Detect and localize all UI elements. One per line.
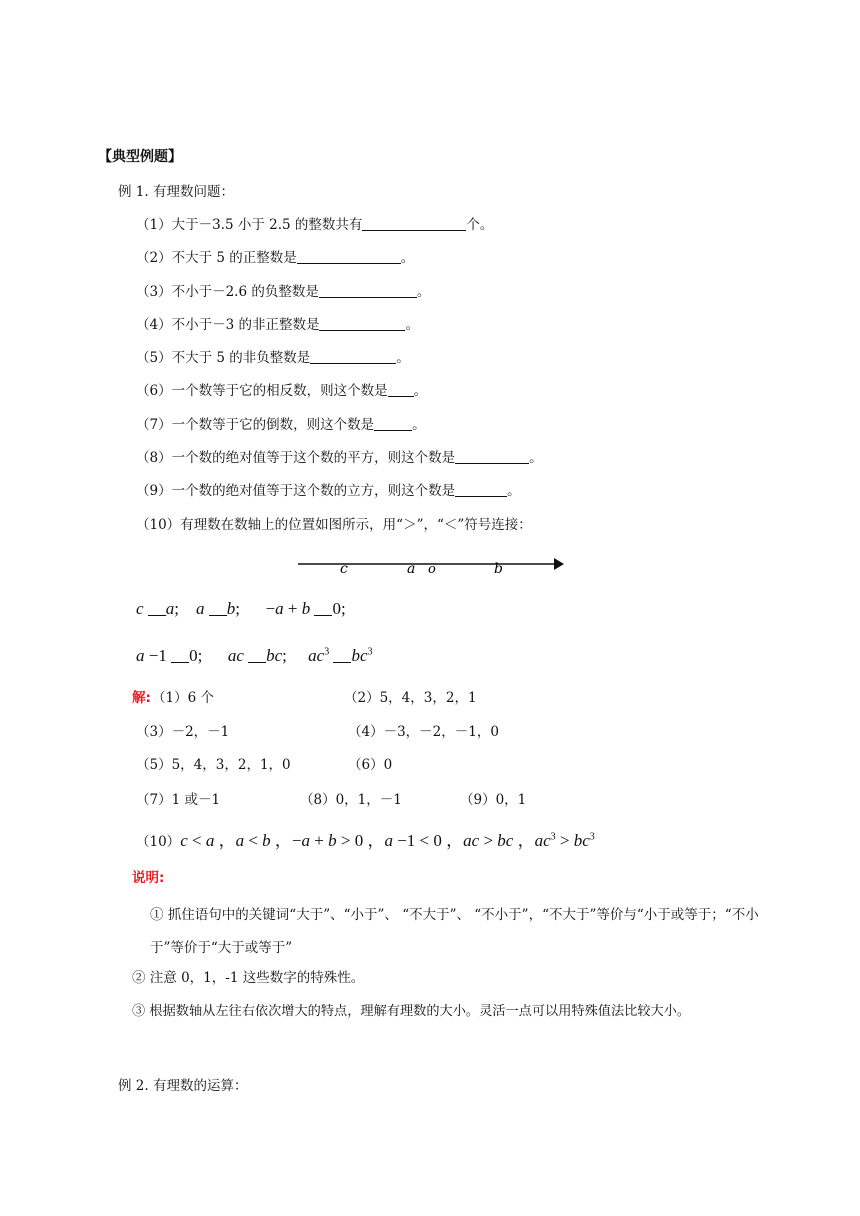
number-line-arrow bbox=[554, 558, 564, 570]
answer-1: （1）6 个 bbox=[152, 690, 214, 706]
question-3 bbox=[136, 280, 430, 300]
answer-6: （6）0 bbox=[348, 757, 393, 773]
example2-title: 例 2. 有理数的运算： bbox=[118, 1078, 248, 1094]
question-6 bbox=[136, 379, 427, 399]
number-line-label-b: b bbox=[494, 561, 503, 577]
answer-10 bbox=[136, 826, 595, 851]
answer-blank-1 bbox=[362, 216, 466, 231]
comparison-row-1: c a; a b; −a + b 0; bbox=[136, 599, 346, 618]
question-1-text: （1）大于－3.5 小于 2.5 的整数共有 bbox=[136, 217, 363, 233]
answer-blank-8 bbox=[455, 449, 529, 464]
answer-blank-4 bbox=[319, 316, 405, 331]
answer-2: （2）5，4，3，2，1 bbox=[344, 690, 477, 706]
question-3-text: （3）不小于－2.6 的负整数是 bbox=[136, 284, 319, 300]
answer-10-prefix: （10） bbox=[136, 834, 181, 850]
answer-9: （9）0，1 bbox=[460, 792, 527, 808]
question-9 bbox=[136, 479, 521, 499]
number-line-label-a: a bbox=[407, 561, 416, 577]
question-6-text: （6）一个数等于它的相反数，则这个数是 bbox=[136, 383, 388, 399]
question-4-text: （4）不小于－3 的非正整数是 bbox=[136, 317, 320, 333]
answer-4: （4）－3，－2，－1，0 bbox=[348, 724, 499, 740]
question-7 bbox=[136, 413, 426, 433]
answer-8: （8）0，1，－1 bbox=[300, 792, 402, 808]
note-1 bbox=[114, 899, 792, 965]
answer-blank-2 bbox=[297, 249, 401, 264]
question-2-text: （2）不大于 5 的正整数是 bbox=[136, 250, 297, 266]
note-label: 说明: bbox=[132, 870, 165, 886]
question-2 bbox=[136, 246, 414, 266]
question-3-suffix: 。 bbox=[416, 284, 431, 300]
answer-blank-7 bbox=[374, 416, 412, 431]
question-5-text: （5）不大于 5 的非负整数是 bbox=[136, 350, 311, 366]
number-line-label-o: o bbox=[428, 562, 436, 577]
answer-5: （5）5，4，3，2，1，0 bbox=[136, 757, 291, 773]
question-4 bbox=[136, 313, 419, 333]
answer-7: （7）1 或－1 bbox=[136, 792, 221, 808]
answer-3: （3）－2，－1 bbox=[136, 724, 230, 740]
example1-title: 例 1. 有理数问题： bbox=[118, 184, 234, 200]
answer-blank-5 bbox=[310, 349, 396, 364]
note-3: ③ 根据数轴从左往右依次增大的特点，理解有理数的大小。灵活一点可以用特殊值法比较大小。 bbox=[132, 1004, 691, 1019]
question-6-suffix: 。 bbox=[413, 383, 428, 399]
question-1-suffix: 个。 bbox=[466, 217, 494, 233]
note-2: ② 注意 0，1，-1 这些数字的特殊性。 bbox=[132, 970, 365, 986]
note-1-text: ① 抓住语句中的关键词“大于”、“小于”、 “不大于”、 “不小于”，“不大于”等价与“小于或等于；“不小于”等价于“大于或等于” bbox=[150, 907, 759, 956]
question-1 bbox=[136, 213, 493, 233]
question-8 bbox=[136, 446, 543, 466]
question-2-suffix: 。 bbox=[400, 250, 415, 266]
question-8-text: （8）一个数的绝对值等于这个数的平方，则这个数是 bbox=[136, 450, 456, 466]
answer-blank-3 bbox=[319, 283, 417, 298]
number-line-figure bbox=[292, 552, 568, 580]
comparison-row-2: a −1 0; ac bc; $ac^3$ $bc^3$ bbox=[136, 646, 373, 665]
number-line-label-c: c bbox=[340, 561, 348, 577]
answer-blank-9 bbox=[455, 482, 507, 497]
question-5-suffix: 。 bbox=[396, 350, 410, 366]
question-7-text: （7）一个数等于它的倒数，则这个数是 bbox=[136, 417, 375, 433]
question-4-suffix: 。 bbox=[405, 317, 419, 333]
question-7-suffix: 。 bbox=[412, 417, 426, 433]
question-9-suffix: 。 bbox=[507, 483, 521, 499]
question-10-text: （10）有理数在数轴上的位置如图所示，用“＞”，“＜”符号连接： bbox=[136, 517, 532, 533]
question-10 bbox=[136, 513, 532, 533]
solution-label: 解: bbox=[132, 690, 151, 706]
question-9-text: （9）一个数的绝对值等于这个数的立方，则这个数是 bbox=[136, 483, 456, 499]
answer-10-expression: c < a ，a < b ，−a + b > 0 ，a −1 < 0 ，ac > bc ，$ac^3 > bc^3$ bbox=[180, 831, 595, 850]
section-title: 【典型例题】 bbox=[98, 149, 182, 165]
answer-blank-6 bbox=[388, 382, 414, 397]
question-8-suffix: 。 bbox=[529, 450, 543, 466]
question-5 bbox=[136, 346, 410, 366]
